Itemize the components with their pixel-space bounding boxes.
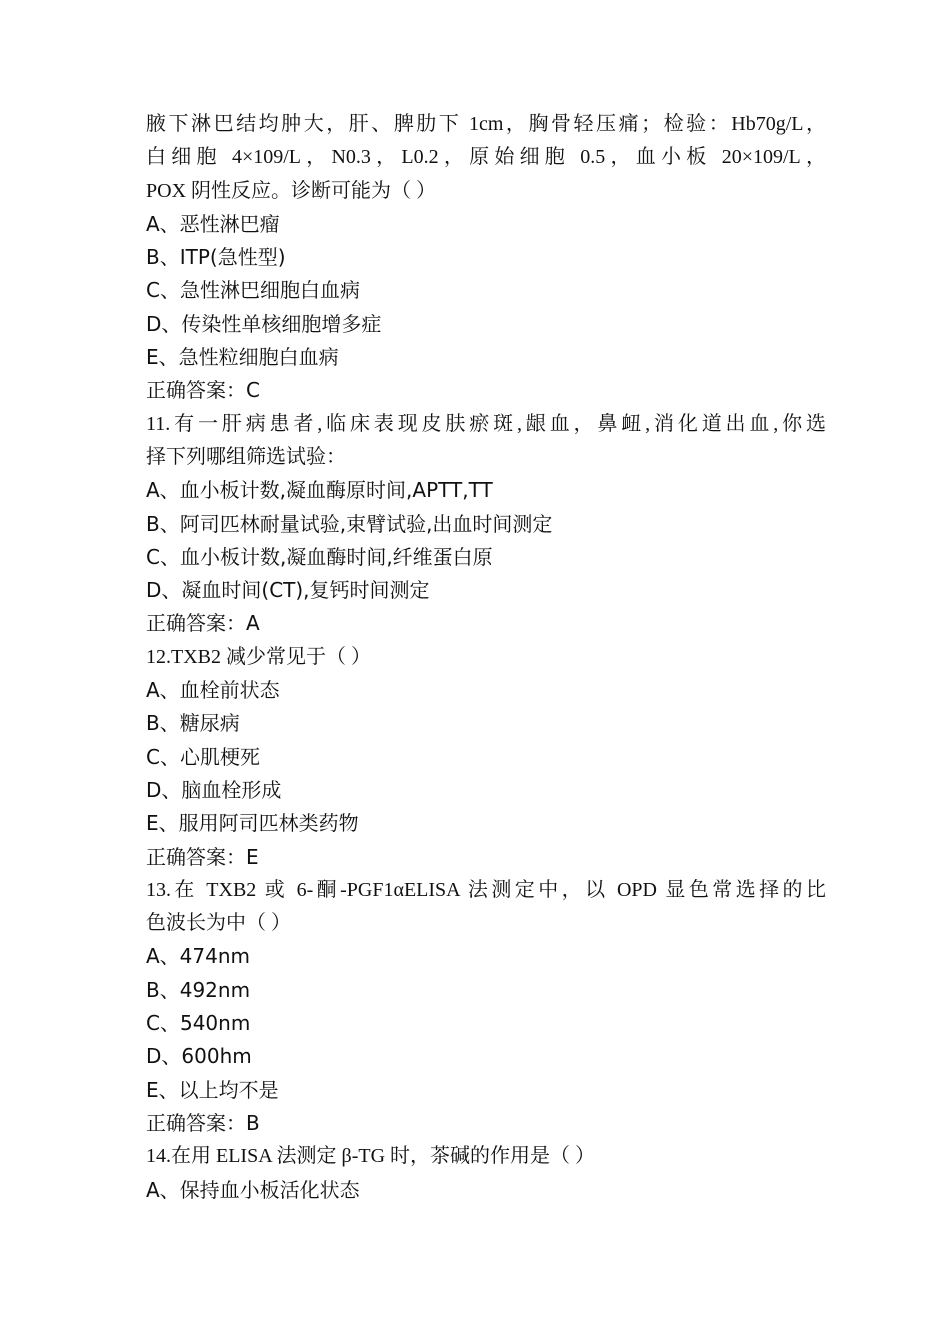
answer-line	[146, 607, 826, 640]
answer-line	[146, 841, 826, 874]
answer-line	[146, 1107, 826, 1140]
text-line: 14.在用 ELISA 法测定 β-TG 时，茶碱的作用是（ ）	[146, 1145, 596, 1168]
option-line: E、急性粒细胞白血病	[146, 345, 339, 370]
option-line: B、阿司匹林耐量试验,束臂试验,出血时间测定	[146, 511, 553, 536]
text-line: 白细胞 4×109/L，N0.3，L0.2，原始细胞 0.5，血小板 20×109/L，	[146, 146, 826, 169]
option-line: E、以上均不是	[146, 1077, 279, 1102]
option-line: C、心肌梗死	[146, 744, 260, 769]
answer-letter: C	[246, 378, 260, 403]
option-line: D、600hm	[146, 1044, 252, 1069]
answer-letter: B	[246, 1110, 260, 1135]
text-line: 色波长为中（ ）	[146, 912, 291, 935]
answer-label: 正确答案：	[146, 846, 246, 869]
option-line: E、服用阿司匹林类药物	[146, 811, 359, 836]
text-line: 12.TXB2 减少常见于（ ）	[146, 645, 371, 668]
answer-label: 正确答案：	[146, 613, 246, 636]
option-line: D、传染性单核细胞增多症	[146, 311, 382, 336]
text-line: 13.在 TXB2 或 6-酮-PGF1αELISA 法测定中，以 OPD 显色常选择的比	[146, 878, 826, 901]
option-line: D、凝血时间(CT),复钙时间测定	[146, 578, 430, 603]
text-line: 择下列哪组筛选试验：	[146, 445, 346, 468]
option-line: D、脑血栓形成	[146, 777, 282, 802]
option-line: C、急性淋巴细胞白血病	[146, 278, 360, 303]
option-line: B、492nm	[146, 977, 251, 1002]
text-line: 腋下淋巴结均肿大，肝、脾肋下 1cm，胸骨轻压痛；检验：Hb70g/L，	[146, 113, 826, 135]
answer-letter: E	[246, 844, 259, 869]
option-line: C、血小板计数,凝血酶时间,纤维蛋白原	[146, 544, 493, 569]
option-line: C、540nm	[146, 1011, 251, 1036]
option-line: B、糖尿病	[146, 711, 240, 736]
option-line: A、474nm	[146, 944, 251, 969]
text-line: 11.有一肝病患者,临床表现皮肤瘀斑,龈血，鼻衄,消化道出血,你选	[146, 412, 826, 435]
answer-label: 正确答案：	[146, 1112, 246, 1135]
text-line: POX 阴性反应。诊断可能为（ ）	[146, 179, 437, 202]
answer-line	[146, 374, 826, 407]
option-line: A、血小板计数,凝血酶原时间,APTT,TT	[146, 478, 493, 503]
option-line: A、血栓前状态	[146, 678, 280, 703]
option-line: A、恶性淋巴瘤	[146, 211, 280, 236]
option-line: B、ITP(急性型)	[146, 245, 286, 270]
answer-letter: A	[246, 611, 260, 636]
document-page	[146, 108, 826, 1207]
answer-label: 正确答案：	[146, 380, 246, 403]
option-line: A、保持血小板活化状态	[146, 1177, 360, 1202]
